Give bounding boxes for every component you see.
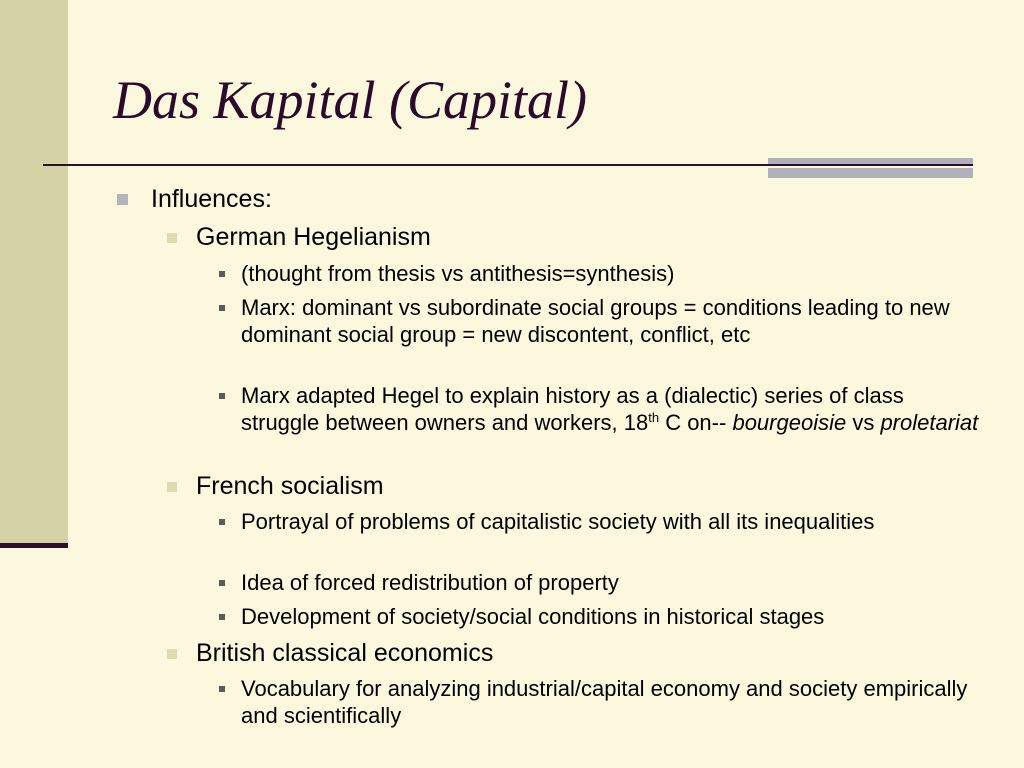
square-bullet-icon bbox=[167, 482, 177, 492]
bullet-text: Development of society/social conditions in historical stages bbox=[241, 604, 825, 629]
bullet-text: (thought from thesis vs antithesis=synthesis) bbox=[241, 261, 675, 286]
square-bullet-icon bbox=[167, 233, 177, 243]
grey-accent-bar-top bbox=[768, 158, 973, 164]
title-underline-rule bbox=[43, 164, 973, 166]
bullet-text: Marx adapted Hegel to explain history as a (dialectic) series of class struggle between owners and workers, 18th C on-- bourgeoisie vs proletariat bbox=[241, 383, 979, 435]
bullet-redistribution bbox=[241, 569, 981, 596]
square-bullet-icon bbox=[219, 686, 225, 692]
grey-accent-bar-bottom bbox=[768, 168, 973, 178]
term-proletariat: proletariat bbox=[880, 410, 979, 435]
square-bullet-icon bbox=[219, 519, 225, 525]
square-bullet-icon bbox=[219, 580, 225, 586]
bullet-british-economics bbox=[196, 638, 493, 668]
bullet-thesis bbox=[241, 260, 981, 287]
bullet-text: French socialism bbox=[196, 472, 384, 500]
bullet-marx-dominant bbox=[241, 294, 981, 348]
square-bullet-icon bbox=[219, 393, 225, 399]
square-bullet-icon bbox=[219, 614, 225, 620]
bullet-text: Vocabulary for analyzing industrial/capital economy and society empirically and scientifically bbox=[241, 676, 968, 728]
bullet-text: Idea of forced redistribution of property bbox=[241, 570, 619, 595]
bullet-development bbox=[241, 603, 981, 630]
ordinal-superscript: th bbox=[648, 410, 660, 425]
square-bullet-icon bbox=[219, 305, 225, 311]
square-bullet-icon bbox=[117, 194, 128, 205]
bullet-marx-adapted bbox=[241, 382, 981, 436]
bullet-text: Influences: bbox=[151, 185, 272, 213]
slide-title: Das Kapital (Capital) bbox=[113, 70, 588, 130]
square-bullet-icon bbox=[167, 649, 177, 659]
bullet-vocabulary bbox=[241, 675, 981, 729]
left-decorative-bar bbox=[0, 0, 68, 545]
bullet-text: Portrayal of problems of capitalistic society with all its inequalities bbox=[241, 509, 875, 534]
bullet-text: Marx: dominant vs subordinate social groups = conditions leading to new dominant social group = new discontent, conflict, etc bbox=[241, 295, 950, 347]
bullet-portrayal bbox=[241, 508, 981, 535]
bullet-german-hegelianism bbox=[196, 222, 431, 252]
square-bullet-icon bbox=[219, 271, 225, 277]
bullet-text: British classical economics bbox=[196, 639, 494, 667]
term-bourgeoisie: bourgeoisie bbox=[732, 410, 847, 435]
bullet-text: German Hegelianism bbox=[196, 223, 431, 251]
left-bar-rule bbox=[0, 543, 68, 548]
bullet-french-socialism bbox=[196, 471, 384, 501]
bullet-influences bbox=[151, 184, 272, 214]
